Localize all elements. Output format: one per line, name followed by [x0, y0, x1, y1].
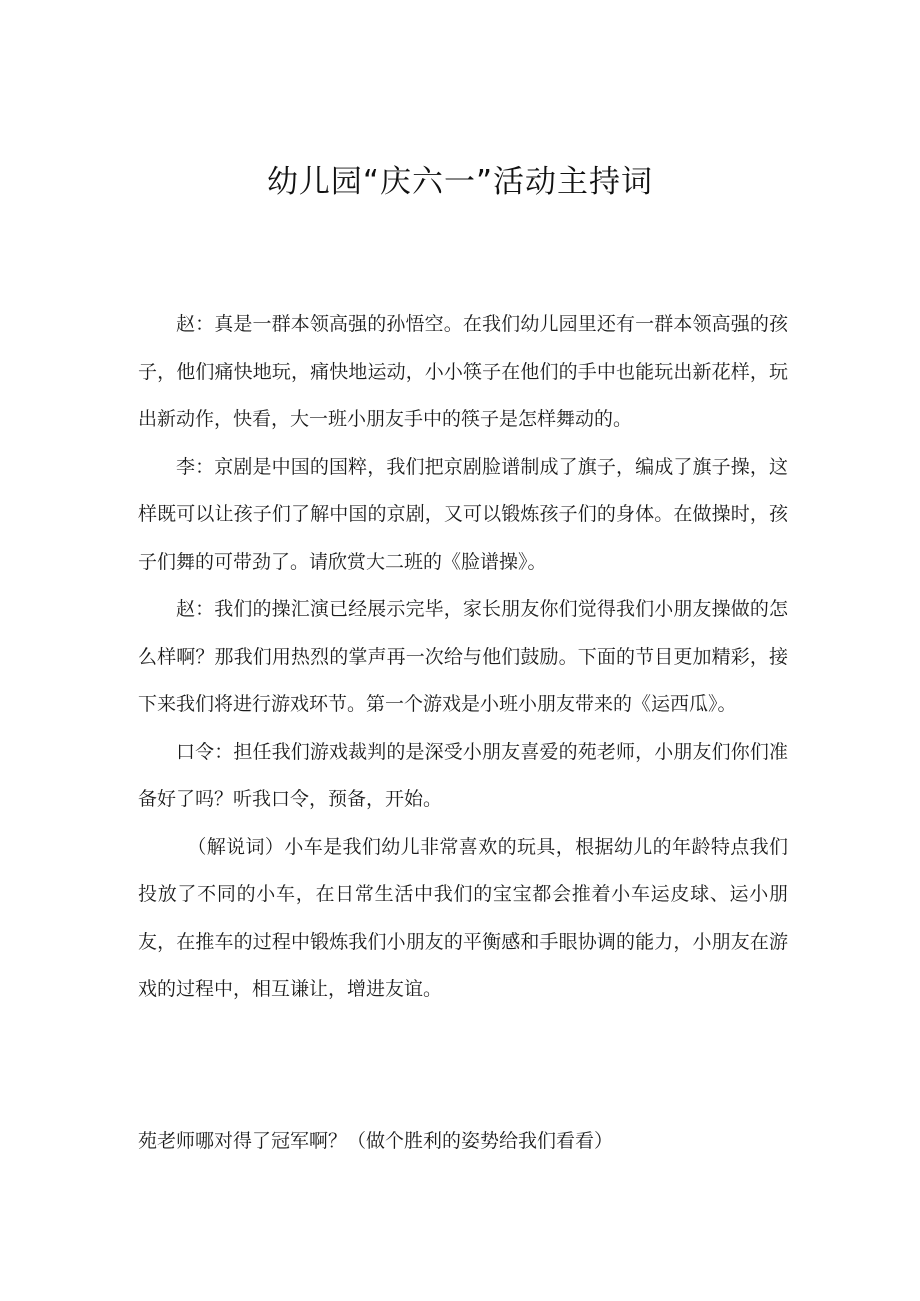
closing-line: 苑老师哪对得了冠军啊？（做个胜利的姿势给我们看看）: [138, 1130, 614, 1152]
document-title: 幼儿园“庆六一”活动主持词: [266, 164, 654, 200]
paragraph-zhao-1: 赵：真是一群本领高强的孙悟空。在我们幼儿园里还有一群本领高强的孩子，他们痛快地玩，痛快地运动，小小筷子在他们的手中也能玩出新花样，玩出新动作，快看，大一班小朋友手中的筷子是怎样舞动的。: [138, 313, 788, 430]
document-body: [138, 301, 788, 1014]
paragraph-jieshuoci: （解说词）小车是我们幼儿非常喜欢的玩具，根据幼儿的年龄特点我们投放了不同的小车，在日常生活中我们的宝宝都会推着小车运皮球、运小朋友，在推车的过程中锻炼我们小朋友的平衡感和手眼协调的能力，小朋友在游戏的过程中，相互谦让，增进友谊。: [138, 835, 788, 1000]
paragraph-li: 李：京剧是中国的国粹，我们把京剧脸谱制成了旗子，编成了旗子操，这样既可以让孩子们了解中国的京剧，又可以锻炼孩子们的身体。在做操时，孩子们舞的可带劲了。请欣赏大二班的《脸谱操》。: [138, 455, 788, 573]
paragraph-kouling: 口令：担任我们游戏裁判的是深受小朋友喜爱的苑老师，小朋友们你们准备好了吗？听我口令，预备，开始。: [138, 740, 788, 810]
paragraph-zhao-2: 赵：我们的操汇演已经展示完毕，家长朋友你们觉得我们小朋友操做的怎么样啊？那我们用热烈的掌声再一次给与他们鼓励。下面的节目更加精彩，接下来我们将进行游戏环节。第一个游戏是小班小朋友带来的《运西瓜》。: [138, 598, 788, 715]
